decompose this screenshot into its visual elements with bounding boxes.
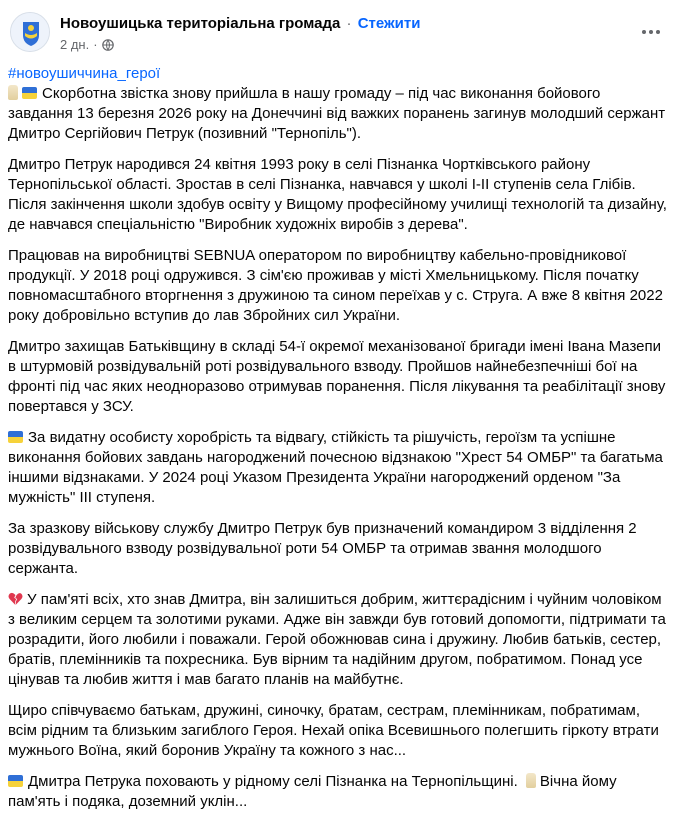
page-name-link[interactable]: Новоушицька територіальна громада — [60, 15, 341, 32]
follow-button[interactable]: Стежити — [357, 15, 421, 32]
more-options-icon[interactable] — [637, 22, 665, 42]
ukraine-flag-emoji-icon — [8, 431, 23, 443]
paragraph-text: За зразкову військову службу Дмитро Петрук був призначений командиром 3 відділення 2 розвідувального взводу розвідувальної роти 54 ОМБР та отримав звання молодшого сержанта. — [8, 520, 637, 577]
globe-icon[interactable] — [102, 39, 114, 51]
post-paragraph — [8, 772, 668, 812]
paragraph-text: Щиро співчуваємо батькам, дружині, синочку, братам, сестрам, племінникам, побратимам, всім рідним та близьким загиблого Героя. Нехай опіка Всевишнього полегшить гіркоту втрати мужнього Воїна, який боронив Україну та кожного з нас... — [8, 702, 659, 759]
post-paragraph — [8, 519, 668, 579]
paragraph-text: У пам'яті всіх, хто знав Дмитра, він залишиться добрим, життєрадісним і чуйним чоловіком з великим серцем та золотими руками. Адже він завжди був готовий допомогти, підтримати та розрадити, його любили і поважали. Герой обожнював сина і дружину. Любив батьків, сестер, братів, племінників та похресника. Був вірним та надійним другом, побратимом. Понад усе цінував та любив життя і мав багато планів на майбутнє. — [8, 591, 666, 688]
ukraine-flag-emoji-icon — [22, 87, 37, 99]
post-paragraph — [8, 701, 668, 761]
separator-dot: · — [346, 15, 352, 32]
paragraph-text: Дмитра Петрука поховають у рідному селі Пізнанка на Тернопільщині. — [28, 773, 518, 790]
paragraph-text: Дмитро захищав Батьківщину в складі 54-ї окремої механізованої бригади імені Івана Мазепи в штурмовій розвідувальній роті розвідувального взводу. Пройшов найнебезпечніші бої на фронті під час яких неодноразово отримував поранення. Після лікування та реабілітації знову повертався у ЗСУ. — [8, 338, 666, 415]
coat-of-arms-icon — [11, 13, 50, 52]
post-paragraph — [8, 155, 668, 235]
post-header — [10, 8, 671, 58]
post-paragraph — [8, 337, 668, 417]
page-avatar[interactable] — [10, 12, 50, 52]
meta-separator: · — [93, 37, 98, 52]
post-time-link[interactable]: 2 дн. — [60, 37, 90, 52]
candle-emoji-icon — [526, 773, 536, 788]
paragraph-text: Працював на виробництві SEBNUA оператором по виробництву кабельно-провідникової продукції. У 2018 році одружився. З сім'єю проживав у місті Хмельницькому. Після початку повномасштабного вторгнення з дружиною та сином переїхав у с. Струга. А вже 8 квітня 2022 року добровільно вступив до лав Збройних сил України. — [8, 247, 663, 324]
post-paragraph — [8, 428, 668, 508]
post-meta — [60, 37, 114, 52]
post-paragraph — [8, 590, 668, 690]
candle-emoji-icon — [8, 85, 18, 100]
ukraine-flag-emoji-icon — [8, 775, 23, 787]
post-paragraph — [8, 84, 668, 144]
broken-heart-emoji-icon — [8, 592, 23, 606]
post-body — [8, 64, 668, 823]
paragraph-text: За видатну особисту хоробрість та відвагу, стійкість та рішучість, героїзм та успішне виконання бойових завдань нагороджений почесною відзнакою "Хрест 54 ОМБР" та багатьма іншими відзнаками. У 2024 році Указом Президента України нагороджений орденом "За мужність" ІІІ ступеня. — [8, 429, 663, 506]
paragraph-tail: Вічна йому пам'ять і подяка, доземний уклін... — [8, 773, 617, 810]
post-paragraph — [8, 246, 668, 326]
paragraph-text: Скорботна звістка знову прийшла в нашу громаду – під час виконання бойового завдання 13 березня 2026 року на Донеччині від важких поранень загинув молодший сержант Дмитро Сергійович Петрук (позивний "Тернопіль"). — [8, 85, 666, 142]
author-line — [60, 15, 420, 32]
paragraph-text: Дмитро Петрук народився 24 квітня 1993 року в селі Пізнанка Чортківського району Тернопільської області. Зростав в селі Пізнанка, навчався у школі І-ІІ ступенів села Глібів. Після закінчення школи здобув освіту у Вищому професійному училищі технологій та дизайну, де навчався спеціальністю "Виробник художніх виробів з дерева". — [8, 156, 667, 233]
hashtag-link[interactable]: #новоушиччина_герої — [8, 65, 161, 82]
